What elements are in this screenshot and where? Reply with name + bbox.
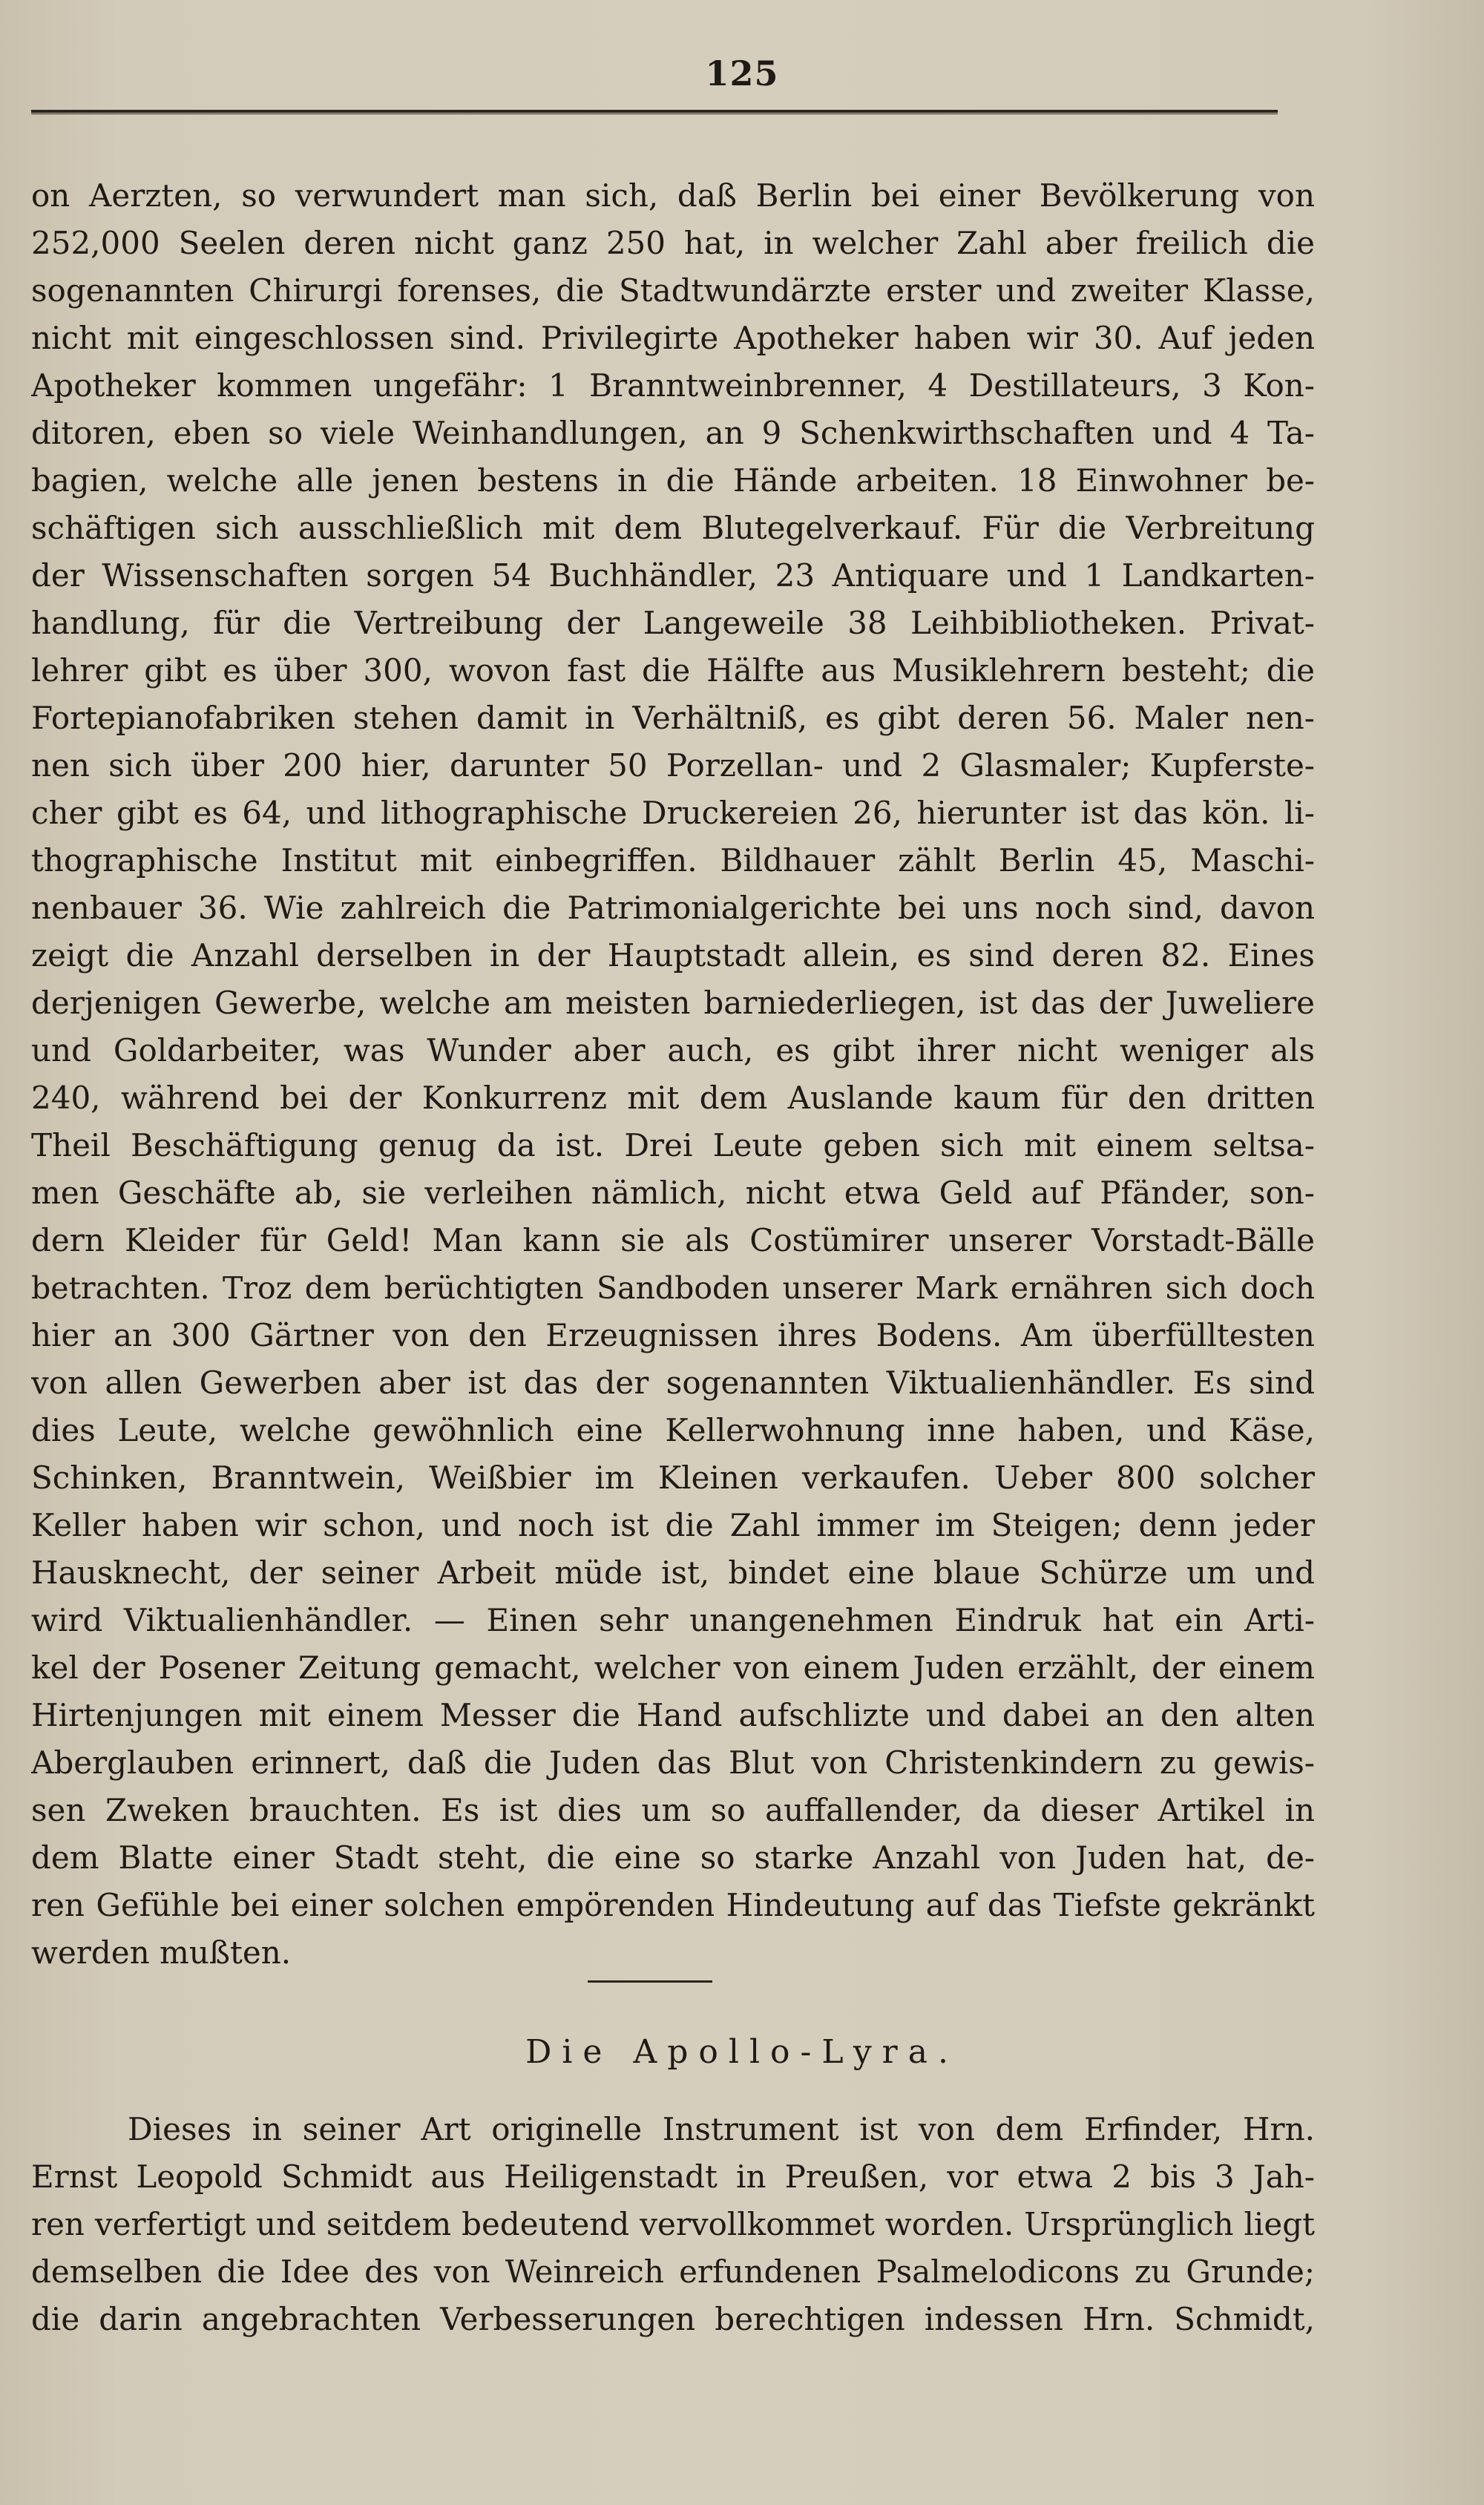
text-line: Apotheker kommen ungefähr: 1 Branntweinbrenner, 4 Destillateurs, 3 Kon- — [31, 367, 1315, 404]
text-line: dern Kleider für Geld! Man kann sie als Costümirer unserer Vorstadt-Bälle — [31, 1222, 1315, 1258]
text-line: Schinken, Branntwein, Weißbier im Kleinen verkaufen. Ueber 800 solcher — [31, 1460, 1315, 1496]
text-line: die darin angebrachten Verbesserungen berechtigen indessen Hrn. Schmidt, — [31, 2301, 1315, 2337]
text-line: dies Leute, welche gewöhnlich eine Kellerwohnung inne haben, und Käse, — [31, 1412, 1315, 1448]
text-line: Ernst Leopold Schmidt aus Heiligenstadt in Preußen, vor etwa 2 bis 3 Jah- — [31, 2158, 1315, 2195]
text-line: Theil Beschäftigung genug da ist. Drei Leute geben sich mit einem seltsa- — [31, 1127, 1315, 1163]
text-line: Hausknecht, der seiner Arbeit müde ist, bindet eine blaue Schürze um und — [31, 1554, 1315, 1591]
text-line: bagien, welche alle jenen bestens in die Hände arbeiten. 18 Einwohner be- — [31, 462, 1315, 499]
paragraph-1 — [31, 172, 1315, 1977]
text-line: betrachten. Troz dem berüchtigten Sandboden unserer Mark ernähren sich doch — [31, 1270, 1315, 1306]
text-line: von allen Gewerben aber ist das der sogenannten Viktualienhändler. Es sind — [31, 1365, 1315, 1401]
text-line: 252,000 Seelen deren nicht ganz 250 hat, in welcher Zahl aber freilich die — [31, 225, 1315, 261]
text-line: dem Blatte einer Stadt steht, die eine so starke Anzahl von Juden hat, de- — [31, 1839, 1315, 1876]
text-line: cher gibt es 64, und lithographische Druckereien 26, hierunter ist das kön. li- — [31, 795, 1315, 831]
paragraph-2 — [31, 2106, 1315, 2343]
text-line: schäftigen sich ausschließlich mit dem Blutegelverkauf. Für die Verbreitung — [31, 510, 1315, 546]
page-number: 125 — [705, 53, 779, 93]
text-line: der Wissenschaften sorgen 54 Buchhändler, 23 Antiquare und 1 Landkarten- — [31, 557, 1315, 594]
text-line: zeigt die Anzahl derselben in der Hauptstadt allein, es sind deren 82. Eines — [31, 937, 1315, 974]
text-line: wird Viktualienhändler. — Einen sehr unangenehmen Eindruk hat ein Arti- — [31, 1602, 1315, 1638]
header-rule — [31, 110, 1278, 114]
text-line: ren Gefühle bei einer solchen empörenden Hindeutung auf das Tiefste gekränkt — [31, 1887, 1315, 1923]
section-title: Die Apollo-Lyra. — [525, 2033, 959, 2071]
text-line: werden mußten. — [31, 1934, 292, 1971]
text-line: sen Zweken brauchten. Es ist dies um so auffallender, da dieser Artikel in — [31, 1792, 1315, 1828]
text-line: Hirtenjungen mit einem Messer die Hand aufschlizte und dabei an den alten — [31, 1697, 1315, 1733]
text-line: nenbauer 36. Wie zahlreich die Patrimonialgerichte bei uns noch sind, davon — [31, 890, 1315, 926]
text-line: und Goldarbeiter, was Wunder aber auch, es gibt ihrer nicht weniger als — [31, 1032, 1315, 1068]
text-line: Fortepianofabriken stehen damit in Verhältniß, es gibt deren 56. Maler nen- — [31, 700, 1315, 736]
text-line: ren verfertigt und seitdem bedeutend vervollkommet worden. Ursprünglich liegt — [31, 2206, 1315, 2242]
text-line: thographische Institut mit einbegriffen. Bildhauer zählt Berlin 45, Maschi- — [31, 842, 1315, 879]
text-line: on Aerzten, so verwundert man sich, daß Berlin bei einer Bevölkerung von — [31, 177, 1315, 214]
text-line: hier an 300 Gärtner von den Erzeugnissen ihres Bodens. Am überfülltesten — [31, 1317, 1315, 1353]
text-line: lehrer gibt es über 300, wovon fast die Hälfte aus Musiklehrern besteht; die — [31, 652, 1315, 689]
text-line: Keller haben wir schon, und noch ist die Zahl immer im Steigen; denn jeder — [31, 1507, 1315, 1543]
text-line: 240, während bei der Konkurrenz mit dem Auslande kaum für den dritten — [31, 1080, 1315, 1116]
text-line: Dieses in seiner Art originelle Instrument ist von dem Erfinder, Hrn. — [128, 2111, 1315, 2147]
text-line: ditoren, eben so viele Weinhandlungen, an 9 Schenkwirthschaften und 4 Ta- — [31, 415, 1315, 451]
section-divider — [588, 1980, 712, 1983]
text-line: nicht mit eingeschlossen sind. Privilegirte Apotheker haben wir 30. Auf jeden — [31, 320, 1315, 356]
text-line: sogenannten Chirurgi forenses, die Stadtwundärzte erster und zweiter Klasse, — [31, 272, 1315, 309]
text-line: kel der Posener Zeitung gemacht, welcher von einem Juden erzählt, der einem — [31, 1649, 1315, 1686]
text-line: Aberglauben erinnert, daß die Juden das Blut von Christenkindern zu gewis- — [31, 1744, 1315, 1781]
text-line: nen sich über 200 hier, darunter 50 Porzellan- und 2 Glasmaler; Kupferste- — [31, 747, 1315, 784]
text-line: handlung, für die Vertreibung der Langeweile 38 Leihbibliotheken. Privat- — [31, 605, 1315, 641]
text-line: men Geschäfte ab, sie verleihen nämlich, nicht etwa Geld auf Pfänder, son- — [31, 1175, 1315, 1211]
text-line: demselben die Idee des von Weinreich erfundenen Psalmelodicons zu Grunde; — [31, 2253, 1315, 2290]
text-line: derjenigen Gewerbe, welche am meisten barniederliegen, ist das der Juweliere — [31, 985, 1315, 1021]
